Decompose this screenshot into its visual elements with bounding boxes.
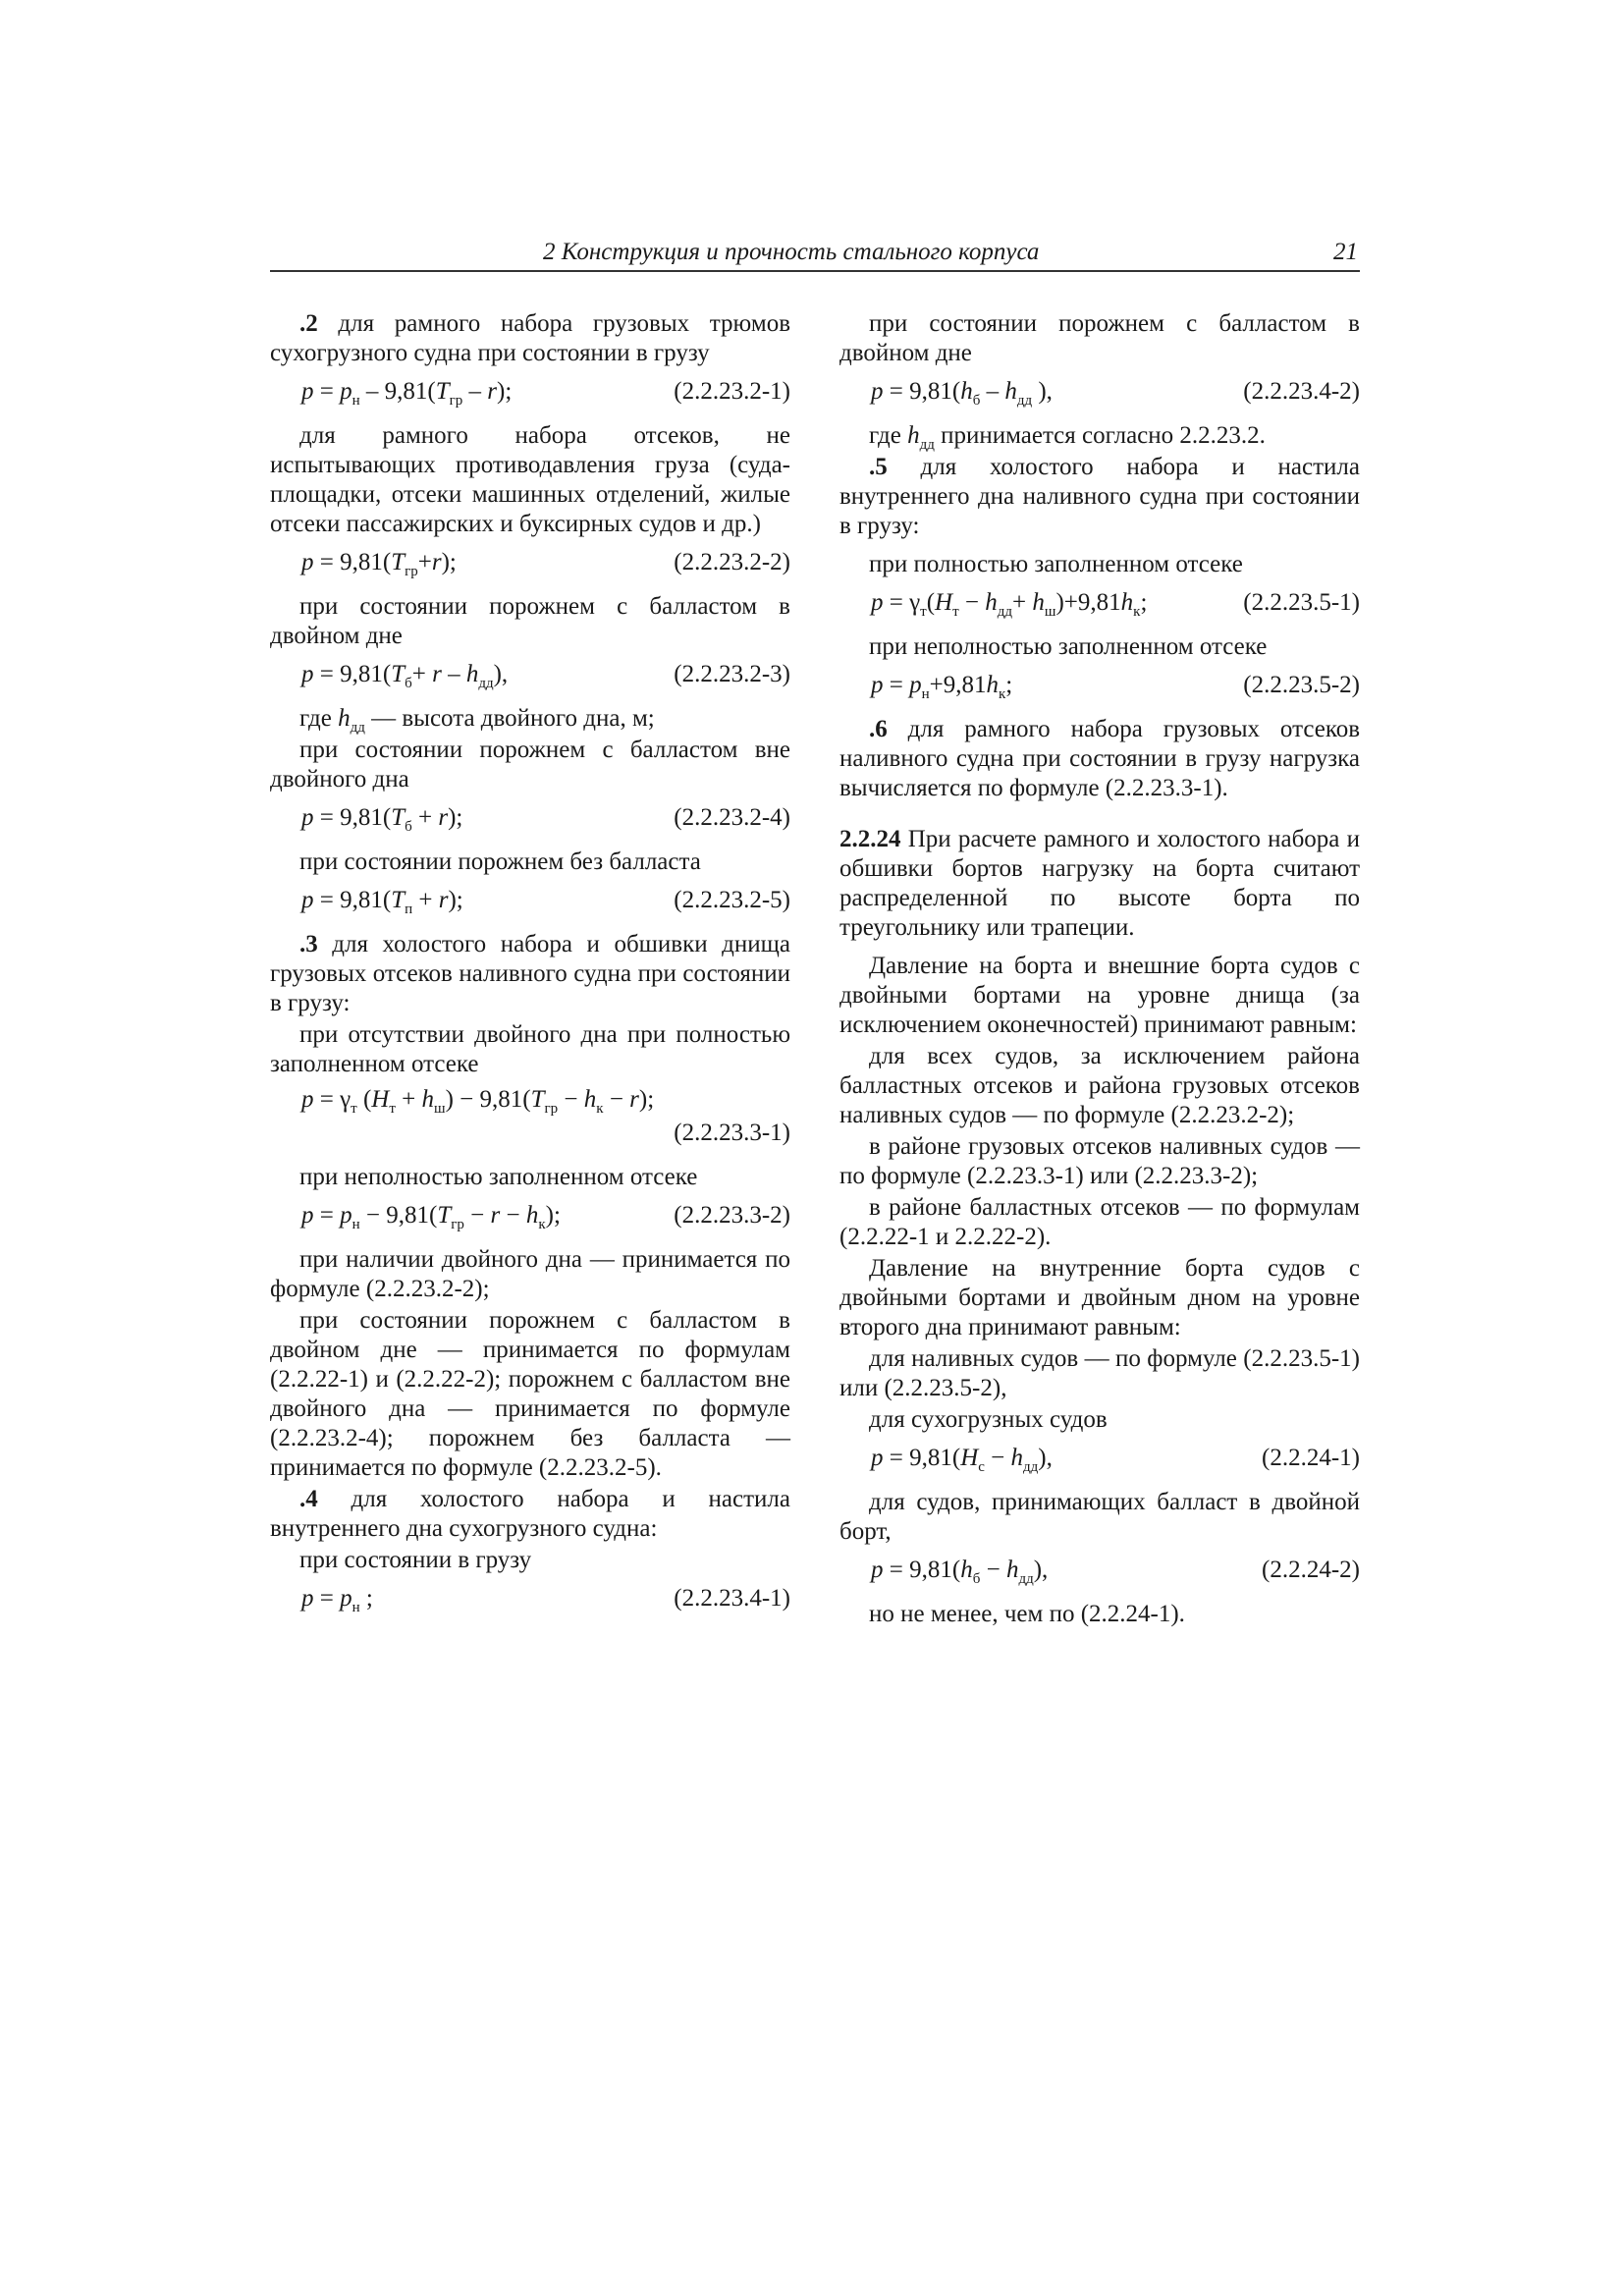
formula-number: (2.2.23.2-1) [674, 378, 790, 405]
formula-number: (2.2.23.5-2) [1243, 672, 1360, 698]
paragraph: при состоянии порожнем с балластом в двойном дне [270, 593, 790, 649]
paragraph: но не менее, чем по (2.2.24-1). [869, 1601, 1185, 1627]
formula-number: (2.2.23.3-2) [674, 1202, 790, 1229]
formula: $p = p_н - 9,81(Т_{гр} - r - h_к)$; (2.2.23.3-2) [301, 1202, 790, 1232]
formula: $p = 9,81(Н_с - h_{дд})$, (2.2.24-1) [871, 1445, 1360, 1475]
paragraph: при отсутствии двойного дна при полностью заполненном отсеке [270, 1021, 790, 1077]
paragraph: .3 для холостого набора и обшивки днища грузовых отсеков наливного судна при состоянии в грузу: [270, 931, 790, 1016]
paragraph: .5 для холостого набора и настила внутреннего дна наливного судна при состоянии в грузу: [839, 454, 1360, 539]
formula: $p = p_н$ ; (2.2.23.4-1) [301, 1585, 790, 1615]
formula-number: (2.2.23.2-5) [674, 887, 790, 913]
header-title: 2 Конструкция и прочность стального корпуса [543, 239, 1040, 265]
formula: $p = 9,81(Т_б + r)$; (2.2.23.2-4) [301, 804, 790, 835]
paragraph: где $h_{дд}$ принимается согласно 2.2.23.2. [869, 422, 1266, 453]
paragraph: для судов, принимающих балласт в двойной борт, [839, 1489, 1360, 1545]
paragraph: при состоянии порожнем без балласта [299, 848, 701, 875]
formula: $p = 9,81(h_б - h_{дд})$, (2.2.24-2) [871, 1557, 1360, 1587]
formula-number: (2.2.23.2-2) [674, 549, 790, 575]
paragraph: для наливных судов — по формуле (2.2.23.5-1) или (2.2.23.5-2), [839, 1345, 1360, 1401]
paragraph: .2 для рамного набора грузовых трюмов сухогрузного судна при состоянии в грузу [270, 310, 790, 366]
formula: $p = 9,81(h_б - h_{дд}$ ), (2.2.23.4-2) [871, 378, 1360, 409]
paragraph: при состоянии в грузу [299, 1547, 532, 1573]
paragraph: .4 для холостого набора и настила внутреннего дна сухогрузного судна: [270, 1486, 790, 1542]
paragraph: в районе грузовых отсеков наливных судов — по формуле (2.2.23.3-1) или (2.2.23.3-2); [839, 1133, 1360, 1189]
left-column [270, 309, 790, 1628]
paragraph: .6 для рамного набора грузовых отсеков наливного судна при состоянии в грузу нагрузка вычисляется по формуле (2.2.23.3-1). [839, 716, 1360, 801]
formula-number: (2.2.23.2-4) [674, 804, 790, 831]
paragraph: в районе балластных отсеков — по формулам (2.2.22-1 и 2.2.22-2). [839, 1194, 1360, 1250]
formula: $p = p_н - 9,81(Т_{гр} - r)$; (2.2.23.2-1) [301, 378, 790, 409]
paragraph: при неполностью заполненном отсеке [299, 1164, 698, 1190]
paragraph: Давление на борта и внешние борта судов с двойными бортами на уровне днища (за исключением оконечностей) принимают равным: [839, 953, 1360, 1038]
paragraph: при состоянии порожнем с балластом вне двойного дна [270, 737, 790, 793]
formula-number: (2.2.23.5-1) [1243, 589, 1360, 616]
formula-number: (2.2.23.4-2) [1243, 378, 1360, 405]
formula: $p = 9,81(Т_б+ r - h_{дд})$, (2.2.23.2-3) [301, 661, 790, 691]
paragraph: при состоянии порожнем с балластом в двойном дне — принимается по формулам (2.2.22-1) и (2.2.22-2); порожнем с балластом вне двойного дна — принимается по формуле (2.2.23.2-4); порожнем без балласта — принимается по формуле (2.2.23.2-5). [270, 1307, 790, 1481]
formula-number: (2.2.23.2-3) [674, 661, 790, 687]
paragraph: при наличии двойного дна — принимается по формуле (2.2.23.2-2); [270, 1246, 790, 1302]
paragraph: для сухогрузных судов [869, 1406, 1108, 1433]
paragraph: для рамного набора отсеков, не испытывающих противодавления груза (суда-площадки, отсеки машинных отделений, жилые отсеки пассажирских и буксирных судов и др.) [270, 422, 790, 537]
paragraph: при состоянии порожнем с балластом в двойном дне [839, 310, 1360, 366]
paragraph: 2.2.24 При расчете рамного и холостого набора и обшивки бортов нагрузку на борта считают распределенной по высоте борта по треугольнику или трапеции. [839, 826, 1360, 941]
paragraph: при полностью заполненном отсеке [869, 551, 1243, 577]
right-column [839, 309, 1360, 1638]
formula-number: (2.2.24-1) [1262, 1445, 1360, 1471]
formula-number: (2.2.23.3-1) [674, 1120, 790, 1146]
formula: $p = 9,81(Т_{гр}+r)$; (2.2.23.2-2) [301, 549, 790, 579]
formula-number: (2.2.23.4-1) [674, 1585, 790, 1612]
formula: $p = \gamma_т$ $(Н_т + h_ш) - 9,81(Т_{гр} - h_к - r)$; [301, 1086, 655, 1117]
running-header [270, 239, 1360, 272]
paragraph: при неполностью заполненном отсеке [869, 633, 1268, 660]
formula: $p = \gamma_т(Н_т - h_{дд}+ h_ш)+9,81h_к$; (2.2.23.5-1) [871, 589, 1360, 620]
paragraph: где $h_{дд}$ — высота двойного дна, м; [299, 705, 655, 736]
formula-number: (2.2.24-2) [1262, 1557, 1360, 1583]
page-number: 21 [1333, 239, 1358, 265]
formula: $p = 9,81(Т_п + r)$; (2.2.23.2-5) [301, 887, 790, 917]
paragraph: для всех судов, за исключением района балластных отсеков и района грузовых отсеков наливных судов — по формуле (2.2.23.2-2); [839, 1043, 1360, 1128]
formula: $p = p_н+9,81h_к$; (2.2.23.5-2) [871, 672, 1360, 702]
paragraph: Давление на внутренние борта судов с двойными бортами и двойным дном на уровне второго дна принимают равным: [839, 1255, 1360, 1340]
